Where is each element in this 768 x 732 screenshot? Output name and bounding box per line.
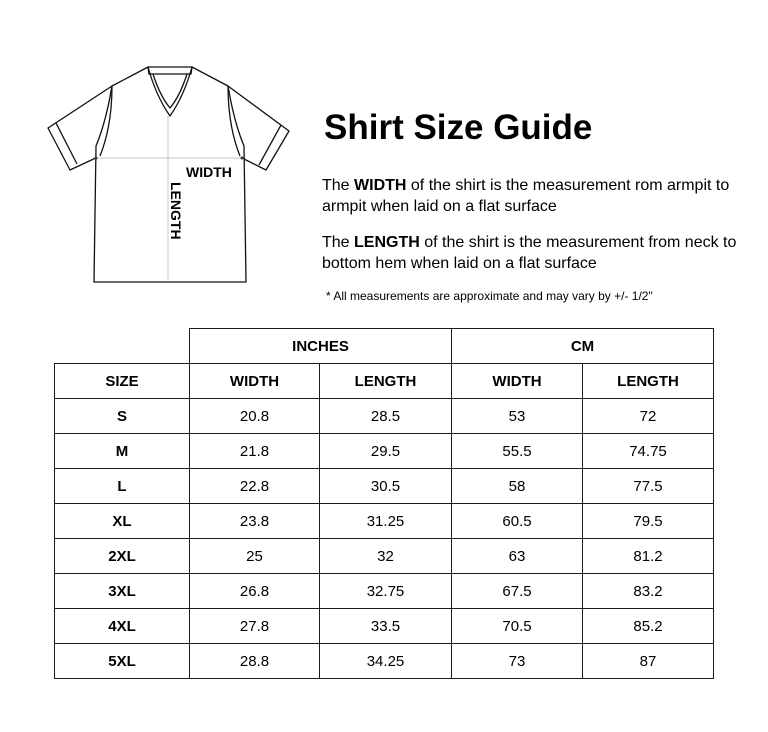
length-desc-prefix: The [322, 234, 355, 251]
table-cell: 74.75 [583, 434, 714, 469]
size-cell: 2XL [55, 539, 190, 574]
table-row [55, 469, 714, 504]
column-header: LENGTH [320, 364, 452, 399]
table-row [55, 504, 714, 539]
length-description [322, 232, 742, 274]
width-desc-prefix: The [322, 177, 355, 194]
measurement-note: * All measurements are approximate and may vary by +/- 1/2" [326, 289, 653, 303]
size-cell: S [55, 399, 190, 434]
size-cell: M [55, 434, 190, 469]
column-header-row [55, 364, 714, 399]
table-cell: 20.8 [190, 399, 320, 434]
table-cell: 22.8 [190, 469, 320, 504]
table-cell: 28.8 [190, 644, 320, 679]
size-cell: XL [55, 504, 190, 539]
shirt-diagram [40, 60, 300, 290]
table-cell: 21.8 [190, 434, 320, 469]
size-cell: 3XL [55, 574, 190, 609]
table-row [55, 609, 714, 644]
group-header-inches: INCHES [190, 329, 452, 364]
length-desc-text: of the shirt is the measurement from neck to bottom hem when laid on a flat surface [322, 234, 737, 272]
table-row [55, 574, 714, 609]
size-cell: 4XL [55, 609, 190, 644]
table-cell: 26.8 [190, 574, 320, 609]
group-header-row [55, 329, 714, 364]
table-row [55, 399, 714, 434]
table-cell: 29.5 [320, 434, 452, 469]
group-header-cm: CM [452, 329, 714, 364]
column-header: WIDTH [452, 364, 583, 399]
size-chart-table [54, 328, 714, 679]
page-title: Shirt Size Guide [324, 108, 593, 147]
table-cell: 85.2 [583, 609, 714, 644]
group-header-blank [55, 329, 190, 364]
table-row [55, 644, 714, 679]
table-row [55, 434, 714, 469]
size-cell: L [55, 469, 190, 504]
table-cell: 30.5 [320, 469, 452, 504]
table-cell: 58 [452, 469, 583, 504]
table-cell: 79.5 [583, 504, 714, 539]
table-cell: 31.25 [320, 504, 452, 539]
width-label: WIDTH [186, 164, 232, 180]
table-cell: 81.2 [583, 539, 714, 574]
table-cell: 34.25 [320, 644, 452, 679]
table-cell: 27.8 [190, 609, 320, 644]
width-desc-text: of the shirt is the measurement rom armpit to armpit when laid on a flat surface [322, 177, 730, 215]
table-cell: 32 [320, 539, 452, 574]
table-cell: 72 [583, 399, 714, 434]
table-cell: 77.5 [583, 469, 714, 504]
table-cell: 23.8 [190, 504, 320, 539]
table-cell: 32.75 [320, 574, 452, 609]
table-cell: 55.5 [452, 434, 583, 469]
width-desc-term: WIDTH [354, 177, 407, 194]
size-cell: 5XL [55, 644, 190, 679]
table-cell: 83.2 [583, 574, 714, 609]
table-cell: 73 [452, 644, 583, 679]
column-header: WIDTH [190, 364, 320, 399]
column-header: LENGTH [583, 364, 714, 399]
column-header: SIZE [55, 364, 190, 399]
table-cell: 53 [452, 399, 583, 434]
table-cell: 60.5 [452, 504, 583, 539]
table-row [55, 539, 714, 574]
table-cell: 28.5 [320, 399, 452, 434]
length-label: LENGTH [168, 182, 184, 240]
table-cell: 87 [583, 644, 714, 679]
table-cell: 33.5 [320, 609, 452, 644]
length-desc-term: LENGTH [354, 234, 420, 251]
table-cell: 70.5 [452, 609, 583, 644]
width-description [322, 175, 742, 217]
table-cell: 25 [190, 539, 320, 574]
table-cell: 67.5 [452, 574, 583, 609]
table-cell: 63 [452, 539, 583, 574]
